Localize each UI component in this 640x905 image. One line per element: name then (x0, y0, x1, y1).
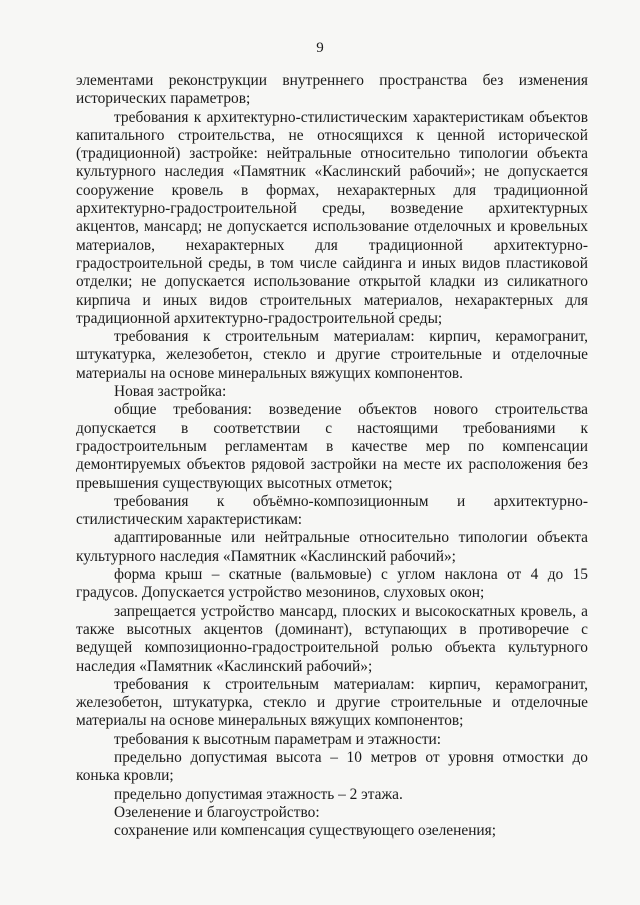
paragraph: предельно допустимая этажность – 2 этажа. (114, 785, 403, 803)
paragraph: требования к строительным материалам: кирпич, керамогранит, штукатурка, железобетон, стекло и другие строительные и отделочные материалы на основе минеральных вяжущих компонентов. (76, 328, 588, 382)
body-text (76, 72, 588, 840)
page-number: 9 (316, 40, 324, 56)
paragraph: элементами реконструкции внутреннего пространства без изменения исторических параметров; (76, 72, 588, 108)
paragraph: общие требования: возведение объектов нового строительства допускается в соответствии с настоящими требованиями к градостроительным регламентам в качестве мер по компенсации демонтируемых объектов рядовой застройки на месте их расположения без превышения существующих высотных отметок; (76, 401, 588, 492)
paragraph: требования к высотным параметрам и этажности: (114, 730, 442, 748)
paragraph: предельно допустимая высота – 10 метров от уровня отмостки до конька кровли; (76, 748, 588, 785)
paragraph: адаптированные или нейтральные относительно типологии объекта культурного наследия «Памятник «Каслинский рабочий»; (76, 529, 588, 565)
paragraph: запрещается устройство мансард, плоских и высокоскатных кровель, а также высотных акцентов (доминант), вступающих в противоречие с ведущей композиционно-градостроительной ролью объекта культурного наследия «Памятник «Каслинский рабочий»; (76, 602, 588, 675)
paragraph: Озеленение и благоустройство: (114, 803, 320, 821)
paragraph: форма крыш – скатные (вальмовые) с углом наклона от 4 до 15 градусов. Допускается устройство мезонинов, слуховых окон; (76, 566, 588, 602)
paragraph: требования к архитектурно-стилистическим характеристикам объектов капитального строительства, не относящихся к ценной исторической (традиционной) застройке: нейтральные относительно типологии объекта культурного наследия «Памятник «Каслинский рабочий»; не допускается сооружение кровель в формах, нехарактерных для традиционной архитектурно-градостроительной среды, возведение архитектурных акцентов, мансард; не допускается использование отделочных и кровельных материалов, нехарактерных для традиционной архитектурно-градостроительной среды, в том числе сайдинга и иных видов пластиковой отделки; не допускается использование открытой кладки из силикатного кирпича и иных видов строительных материалов, нехарактерных для традиционной архитектурно-градостроительной среды; (76, 108, 588, 327)
paragraph: требования к строительным материалам: кирпич, керамогранит, железобетон, штукатурка, стекло и другие строительные и отделочные материалы на основе минеральных вяжущих компонентов; (76, 675, 588, 730)
paragraph: требования к объёмно-композиционным и архитектурно-стилистическим характеристикам: (76, 492, 588, 529)
paragraph: Новая застройка: (114, 383, 227, 401)
paragraph: сохранение или компенсация существующего озеленения; (114, 822, 497, 840)
